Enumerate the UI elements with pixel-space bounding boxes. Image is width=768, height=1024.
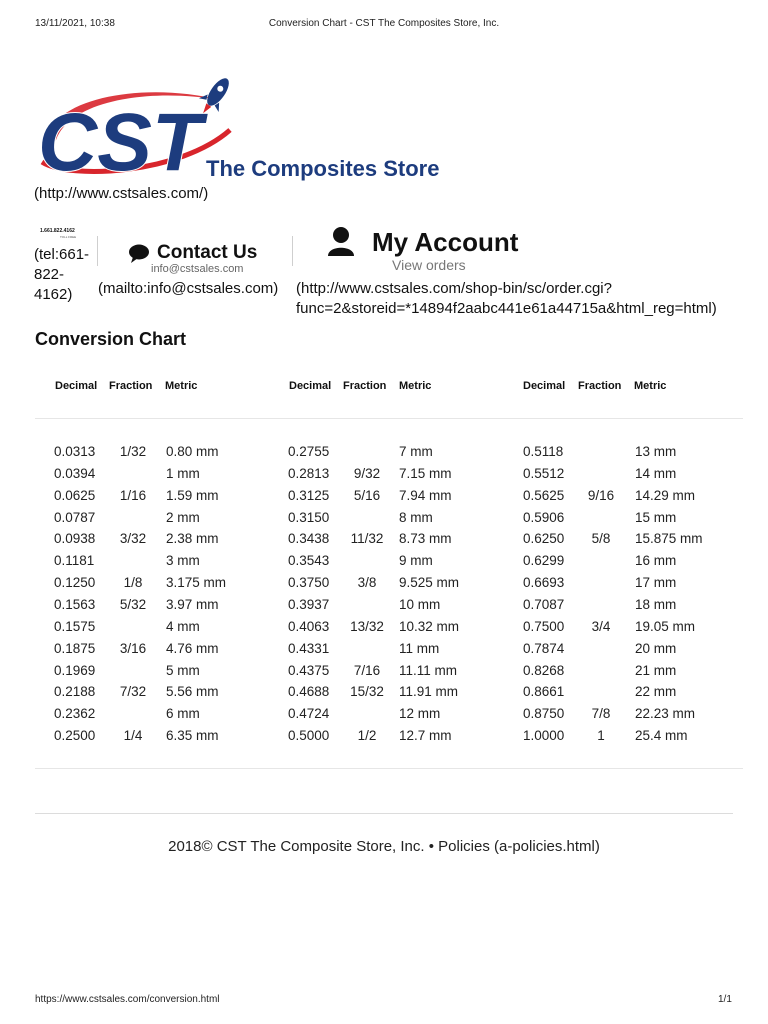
cell-metric: 3.175 mm [166,575,227,591]
cell-metric: 8.73 mm [399,531,452,547]
cell-fraction: 1/16 [119,487,147,503]
divider [97,236,98,266]
cell-fraction: 1/4 [123,728,143,744]
phone-image-sub: TOLL FREE [60,235,77,239]
cell-fraction: 7/16 [353,662,381,678]
cell-decimal: 0.8661 [523,684,565,700]
cell-fraction: 1/32 [119,444,147,459]
header-fraction: Fraction [109,380,153,392]
cell-decimal: 0.0394 [54,465,96,481]
cell-metric: 1.59 mm [166,487,219,503]
cell-metric: 6.35 mm [166,728,219,744]
cell-metric: 21 mm [635,662,677,678]
cell-metric: 4.76 mm [166,640,219,656]
cell-metric: 14.29 mm [635,487,696,503]
cell-metric: 22.23 mm [635,706,696,722]
cell-decimal: 0.4331 [288,640,330,656]
cell-decimal: 0.3750 [288,575,330,591]
cell-metric: 9 mm [399,553,433,569]
cell-decimal: 0.6299 [523,553,565,569]
cell-decimal: 0.5512 [523,465,565,481]
cell-metric: 15.875 mm [635,531,703,547]
cell-fraction: 5/32 [119,596,147,612]
print-page-number: 1/1 [718,994,732,1005]
cst-logo-letters: CST [38,97,202,188]
header-decimal: Decimal [289,380,332,392]
cell-decimal: 0.3438 [288,531,330,547]
cell-decimal: 0.5906 [523,509,565,525]
cell-fraction: 7/32 [119,684,147,700]
phone-image[interactable] [40,228,76,240]
contact-email: info@cstsales.com [151,263,244,275]
cell-metric: 3.97 mm [166,596,219,612]
cell-metric: 11.91 mm [399,684,459,700]
phone-link[interactable] [34,245,89,305]
my-account-title[interactable]: My Account [372,227,519,257]
header-fraction: Fraction [578,380,622,392]
cell-decimal: 0.1181 [54,553,95,569]
cell-decimal: 0.7087 [523,596,565,612]
cell-decimal: 0.3937 [288,596,330,612]
cell-decimal: 0.1250 [54,575,96,591]
cell-metric: 7 mm [399,444,433,459]
phone-link-line: 822- [34,266,65,283]
cell-metric: 7.94 mm [399,487,452,503]
cell-decimal: 0.5625 [523,487,565,503]
cell-decimal: 0.2188 [54,684,96,700]
phone-link-line: (tel:661- [34,246,90,263]
site-footer[interactable]: 2018© CST The Composite Store, Inc. • Policies (a-policies.html) [168,838,600,855]
cell-metric: 3 mm [166,553,200,569]
header-fraction: Fraction [343,380,387,392]
view-orders-label: View orders [392,257,466,273]
phone-link-line: 4162) [34,286,73,303]
cell-decimal: 0.6250 [523,531,565,547]
cell-metric: 0.80 mm [166,444,219,459]
account-link-line: func=2&storeid=*14894f2aabc441e61a44715a&html_reg=html) [296,300,717,317]
cell-decimal: 0.3125 [288,487,330,503]
cell-fraction: 3/16 [119,640,147,656]
cell-decimal: 0.8750 [523,706,565,722]
print-datetime: 13/11/2021, 10:38 [35,18,115,29]
header-metric: Metric [399,380,432,392]
cell-fraction: 3/4 [591,618,611,634]
header-decimal: Decimal [55,380,98,392]
header-metric: Metric [165,380,198,392]
print-url: https://www.cstsales.com/conversion.html [35,994,220,1005]
cell-decimal: 0.0625 [54,487,96,503]
cell-metric: 10 mm [399,596,441,612]
phone-number-image-text: 1.661.822.4162 [40,228,75,234]
cell-metric: 20 mm [635,640,677,656]
cell-metric: 2.38 mm [166,531,219,547]
cell-fraction: 11/32 [350,531,384,547]
cell-decimal: 1.0000 [523,728,565,744]
header-decimal: Decimal [523,380,566,392]
cell-metric: 19.05 mm [635,618,696,634]
cell-metric: 11 mm [399,640,440,656]
footer-rule [35,813,733,814]
cell-fraction: 9/32 [353,465,381,481]
cell-metric: 18 mm [635,596,677,612]
cell-decimal: 0.7874 [523,640,565,656]
cell-decimal: 0.4688 [288,684,330,700]
cell-metric: 12 mm [399,706,441,722]
header-metric: Metric [634,380,667,392]
cell-fraction: 1/8 [123,575,143,591]
cell-decimal: 0.2500 [54,728,96,744]
account-link[interactable] [296,279,717,319]
cell-fraction: 1 [597,728,605,744]
cell-decimal: 0.7500 [523,618,565,634]
cell-decimal: 0.8268 [523,662,565,678]
home-link[interactable]: (http://www.cstsales.com/) [34,185,209,202]
cell-fraction: 15/32 [350,684,384,700]
cell-metric: 13 mm [635,444,677,459]
cell-fraction: 5/8 [591,531,611,547]
mailto-link[interactable]: (mailto:info@cstsales.com) [98,280,279,297]
cell-decimal: 0.0313 [54,444,96,459]
cell-decimal: 0.5118 [523,444,564,459]
cell-decimal: 0.4063 [288,618,330,634]
cell-metric: 1 mm [166,465,200,481]
cell-metric: 9.525 mm [399,575,460,591]
cell-metric: 25.4 mm [635,728,688,744]
table-bottom-rule [35,768,743,769]
cell-metric: 10.32 mm [399,618,460,634]
table-top-rule [35,418,743,419]
cell-fraction: 3/32 [119,531,147,547]
cell-metric: 11.11 mm [399,662,458,678]
user-icon [327,226,355,256]
contact-us-title[interactable]: Contact Us [157,242,258,263]
cell-decimal: 0.2362 [54,706,96,722]
account-link-line: (http://www.cstsales.com/shop-bin/sc/order.cgi? [296,280,612,297]
cell-decimal: 0.1563 [54,596,96,612]
cell-metric: 4 mm [166,618,200,634]
cell-metric: 22 mm [635,684,677,700]
cell-fraction: 9/16 [587,487,615,503]
cell-metric: 14 mm [635,465,677,481]
cell-decimal: 0.0787 [54,509,96,525]
cell-fraction: 13/32 [350,618,384,634]
print-title: Conversion Chart - CST The Composites Store, Inc. [268,18,500,29]
cell-decimal: 0.4375 [288,662,330,678]
cell-fraction: 5/16 [353,487,381,503]
cell-decimal: 0.4724 [288,706,330,722]
cell-metric: 12.7 mm [399,728,452,744]
cell-fraction: 1/2 [357,728,377,744]
cell-metric: 8 mm [399,509,433,525]
cell-decimal: 0.2755 [288,444,330,459]
page-title: Conversion Chart [35,329,187,349]
cell-decimal: 0.3150 [288,509,330,525]
cell-decimal: 0.2813 [288,465,330,481]
cell-metric: 16 mm [635,553,677,569]
cell-decimal: 0.0938 [54,531,96,547]
cell-decimal: 0.5000 [288,728,330,744]
cell-decimal: 0.3543 [288,553,330,569]
cell-metric: 7.15 mm [399,465,452,481]
cell-metric: 2 mm [166,509,200,525]
cell-fraction: 7/8 [591,706,611,722]
cell-fraction: 3/8 [357,575,377,591]
cell-metric: 17 mm [635,575,677,591]
cell-metric: 15 mm [635,509,677,525]
cell-metric: 6 mm [166,706,200,722]
logo-tagline: The Composites Store [206,156,440,181]
divider [292,236,293,266]
cell-decimal: 0.1969 [54,662,96,678]
cell-decimal: 0.1575 [54,618,96,634]
cell-decimal: 0.1875 [54,640,96,656]
cell-decimal: 0.6693 [523,575,565,591]
chat-bubble-icon [128,244,150,264]
cell-metric: 5.56 mm [166,684,219,700]
cell-metric: 5 mm [166,662,200,678]
